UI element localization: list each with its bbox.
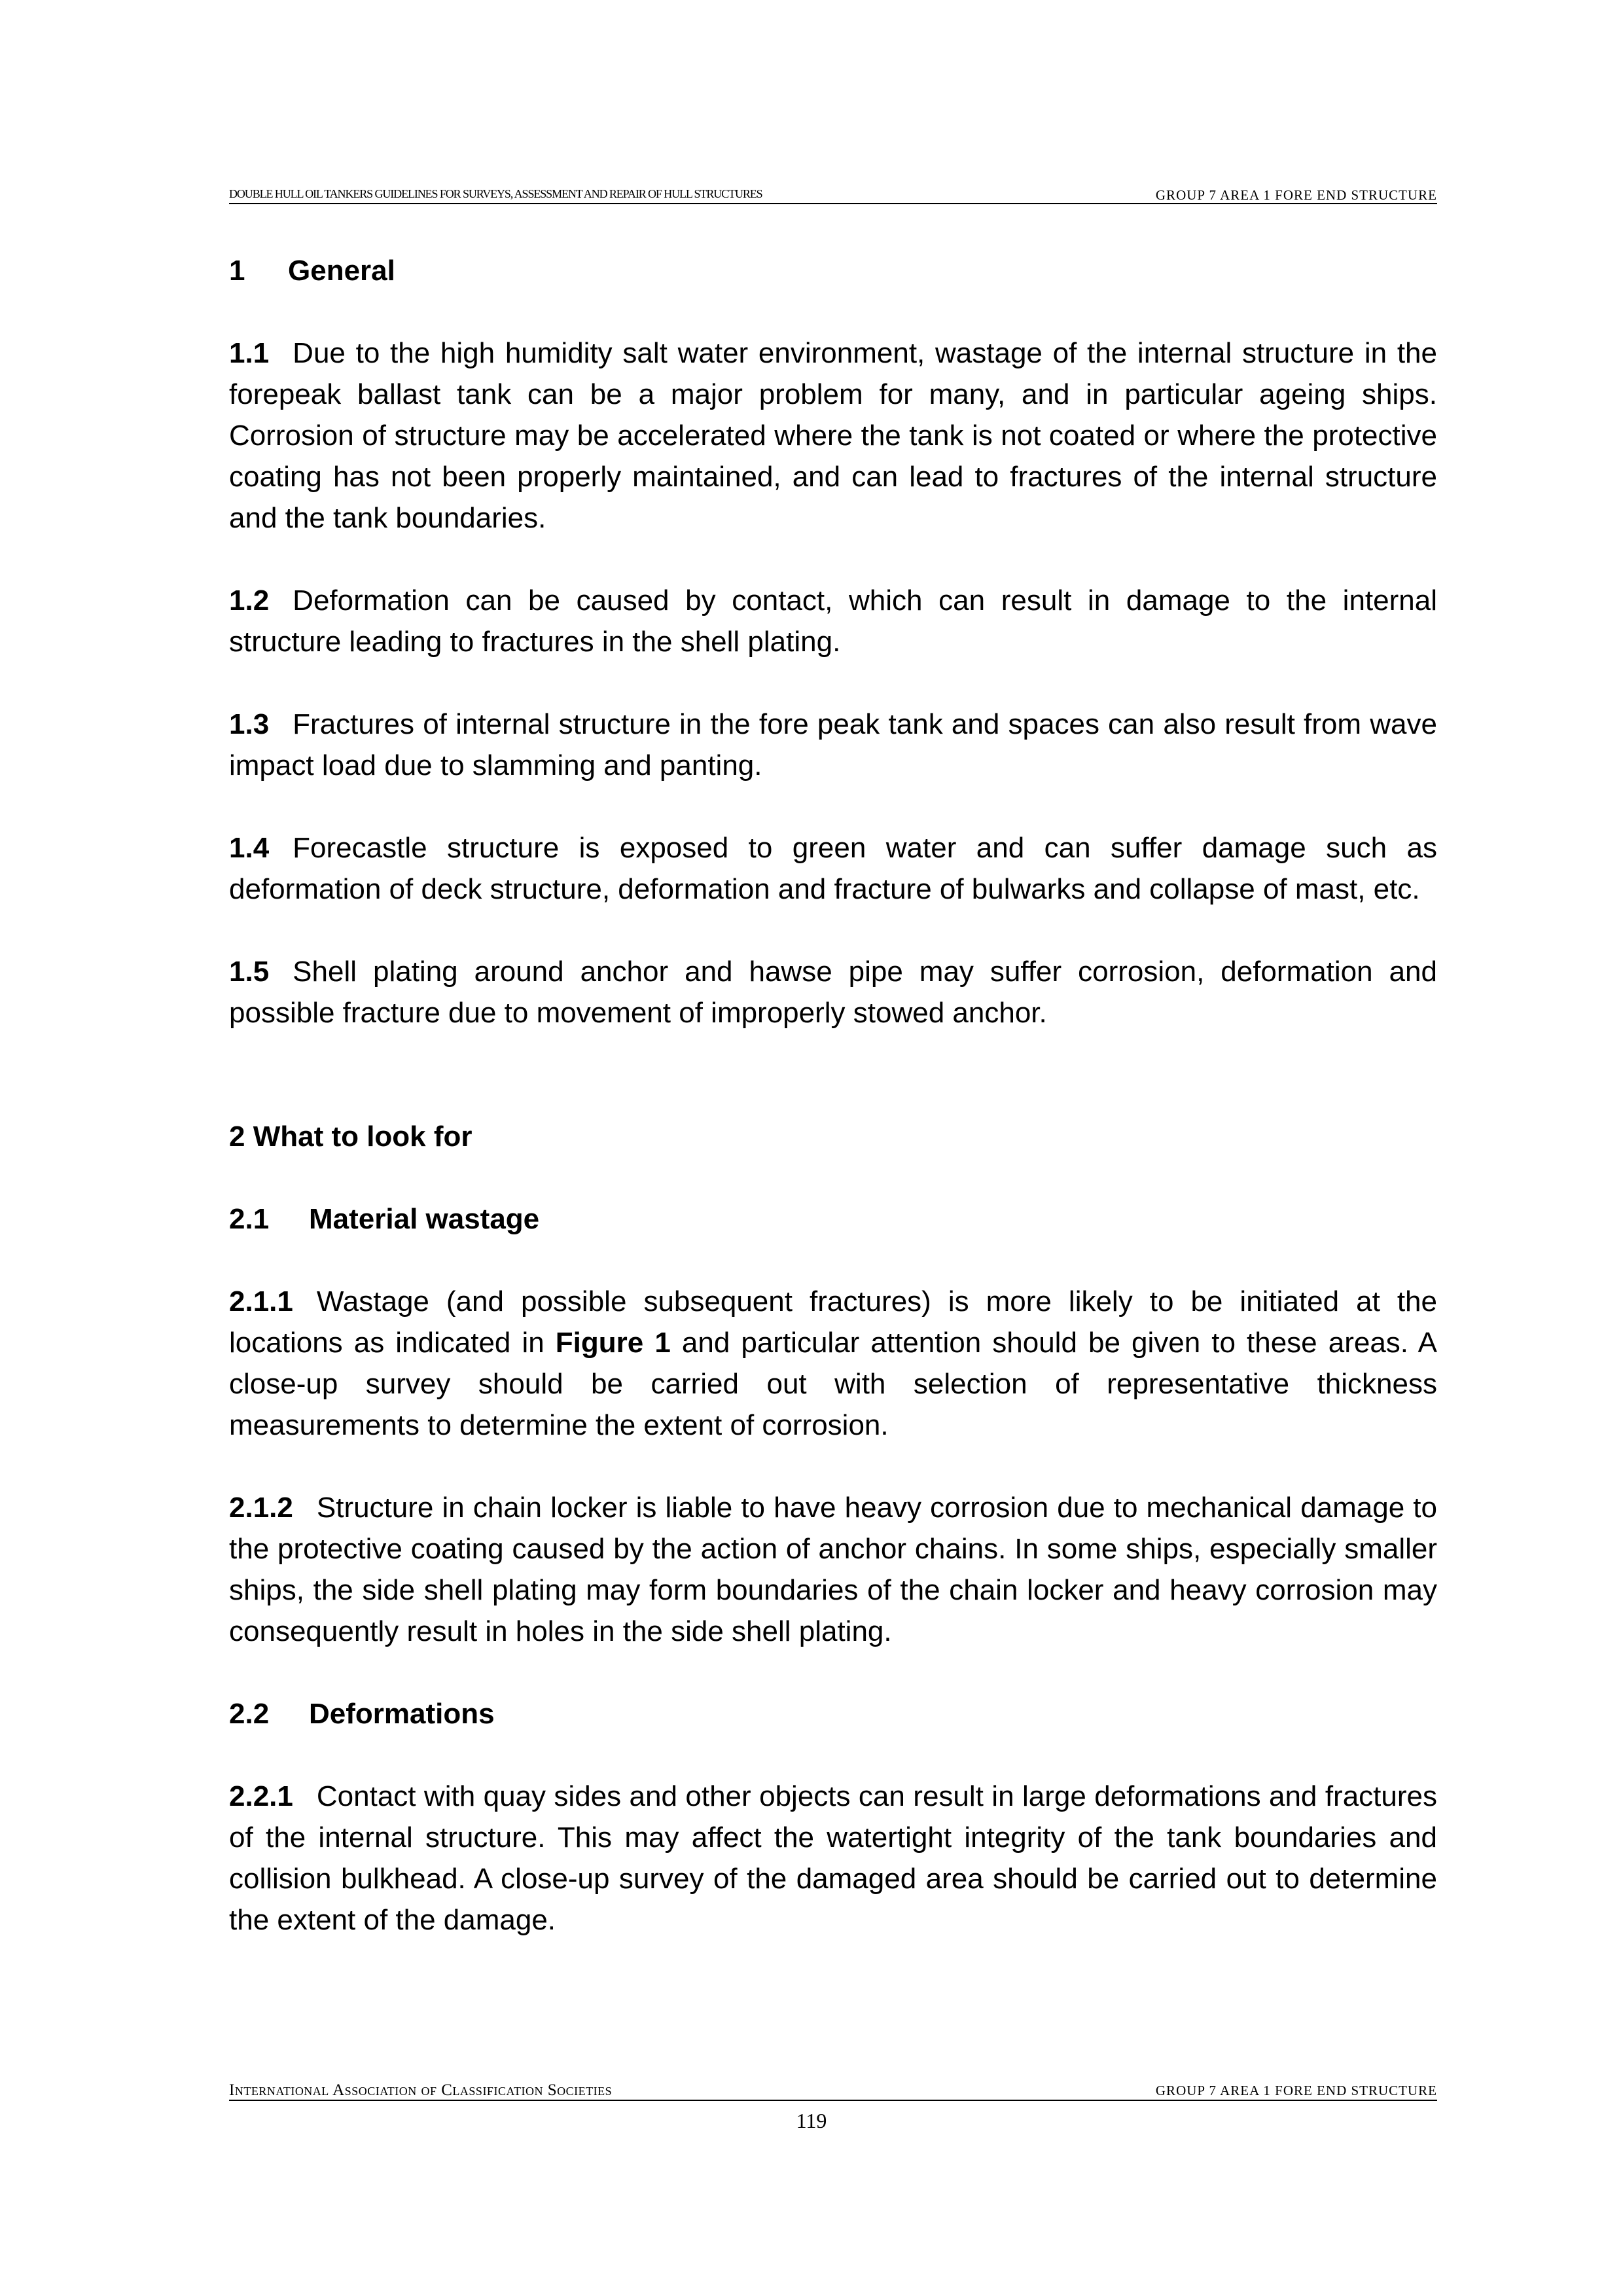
footer-section-label: GROUP 7 AREA 1 FORE END STRUCTURE bbox=[1155, 2083, 1437, 2098]
paragraph-text: Wastage (and possible subsequent fractures) is more likely to be initiated at the locations as indicated in bbox=[229, 1285, 1437, 1359]
footer-divider bbox=[229, 2100, 1437, 2101]
paragraph-1-3 bbox=[229, 704, 1437, 786]
paragraph-text: Forecastle structure is exposed to green water and can suffer damage such as deformation of deck structure, deformation and fracture of bulwarks and collapse of mast, etc. bbox=[229, 832, 1437, 905]
paragraph-1-1 bbox=[229, 332, 1437, 539]
paragraph-number: 1.1 bbox=[229, 337, 270, 369]
paragraph-2-2-1 bbox=[229, 1776, 1437, 1941]
document-body bbox=[229, 250, 1437, 1941]
page-footer bbox=[229, 2081, 1437, 2101]
paragraph-1-2 bbox=[229, 580, 1437, 662]
figure-reference: Figure 1 bbox=[555, 1327, 671, 1359]
header-document-title: DOUBLE HULL OIL TANKERS GUIDELINES FOR SURVEYS, ASSESSMENT AND REPAIR OF HULL STRUCTURES bbox=[229, 187, 762, 200]
subsection-2-1-heading bbox=[229, 1198, 1437, 1240]
paragraph-number: 1.3 bbox=[229, 708, 270, 740]
paragraph-number: 1.4 bbox=[229, 832, 270, 864]
paragraph-text: Contact with quay sides and other objects can result in large deformations and fractures of the internal structure. This may affect the watertight integrity of the tank boundaries and collision bulkhead. A close-up survey of the damaged area should be carried out to determine the extent of the damage. bbox=[229, 1780, 1437, 1936]
subsection-2-2-heading bbox=[229, 1693, 1437, 1734]
footer-organization: International Association of Classification Societies bbox=[229, 2081, 613, 2099]
section-number: 1 bbox=[229, 255, 245, 287]
section-title: General bbox=[288, 255, 395, 287]
paragraph-number: 1.5 bbox=[229, 956, 270, 988]
subsection-number: 2.1 bbox=[229, 1203, 270, 1235]
paragraph-text: Deformation can be caused by contact, which can result in damage to the internal structure leading to fractures in the shell plating. bbox=[229, 584, 1437, 658]
header-divider bbox=[229, 203, 1437, 204]
section-2-heading: 2 What to look for bbox=[229, 1121, 473, 1153]
subsection-title: Material wastage bbox=[309, 1203, 540, 1235]
paragraph-1-4 bbox=[229, 827, 1437, 910]
header-section-label: GROUP 7 AREA 1 FORE END STRUCTURE bbox=[1155, 187, 1437, 203]
page-number: 119 bbox=[796, 2109, 827, 2132]
subsection-title: Deformations bbox=[309, 1698, 495, 1730]
page-header bbox=[229, 187, 1437, 204]
paragraph-number: 2.1.2 bbox=[229, 1492, 293, 1524]
paragraph-number: 1.2 bbox=[229, 584, 270, 617]
subsection-number: 2.2 bbox=[229, 1698, 270, 1730]
paragraph-text: Shell plating around anchor and hawse pipe may suffer corrosion, deformation and possible fracture due to movement of improperly stowed anchor. bbox=[229, 956, 1437, 1029]
paragraph-text: Due to the high humidity salt water environment, wastage of the internal structure in the forepeak ballast tank can be a major problem for many, and in particular ageing ships. Corrosion of structure may be accelerated where the tank is not coated or where the protective coating has not been properly maintained, and can lead to fractures of the internal structure and the tank boundaries. bbox=[229, 337, 1437, 534]
paragraph-number: 2.1.1 bbox=[229, 1285, 293, 1318]
paragraph-2-1-1 bbox=[229, 1281, 1437, 1446]
section-1-heading bbox=[229, 250, 1437, 291]
paragraph-number: 2.2.1 bbox=[229, 1780, 293, 1812]
paragraph-2-1-2 bbox=[229, 1487, 1437, 1652]
paragraph-1-5 bbox=[229, 951, 1437, 1033]
paragraph-text: and particular attention should be given to these areas. A close-up survey should be carried out with selection of representative thickness measurements to determine the extent of corrosion. bbox=[229, 1327, 1437, 1441]
paragraph-text: Fractures of internal structure in the fore peak tank and spaces can also result from wave impact load due to slamming and panting. bbox=[229, 708, 1437, 781]
paragraph-text: Structure in chain locker is liable to have heavy corrosion due to mechanical damage to the protective coating caused by the action of anchor chains. In some ships, especially smaller ships, the side shell plating may form boundaries of the chain locker and heavy corrosion may consequently result in holes in the side shell plating. bbox=[229, 1492, 1437, 1647]
